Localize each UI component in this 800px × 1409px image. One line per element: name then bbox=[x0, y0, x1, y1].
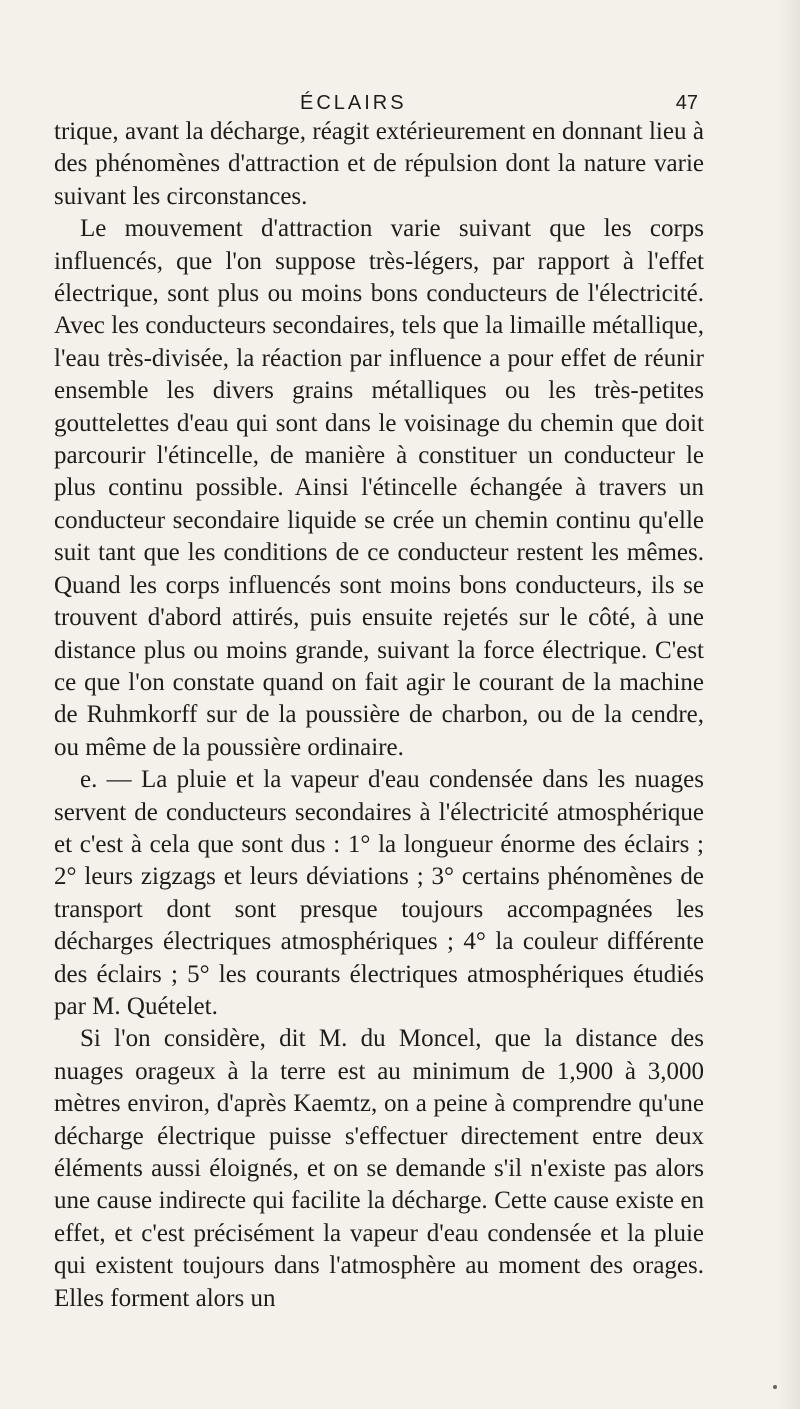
page-edge-shadow bbox=[778, 0, 800, 1409]
page-number: 47 bbox=[675, 92, 698, 114]
body-text bbox=[54, 116, 704, 1315]
paper-speck bbox=[773, 1385, 777, 1389]
paragraph-section-e: e. — La pluie et la vapeur d'eau condensée dans les nuages servent de conducteurs secondaires à l'électricité atmosphérique et c'est à cela que sont dus : 1° la longueur énorme des éclairs ; 2° leurs zigzags et leurs déviations ; 3° certains phénomènes de transport dont sont presque toujours accompagnées les décharges électriques atmosphériques ; 4° la couleur différente des éclairs ; 5° les courants électriques atmosphériques étudiés par M. Quételet. bbox=[54, 766, 704, 1020]
paragraph-continuation: trique, avant la décharge, réagit extérieurement en donnant lieu à des phénomènes d'attraction et de répulsion dont la nature varie suivant les circonstances. bbox=[54, 118, 704, 210]
paragraph-du-moncel: Si l'on considère, dit M. du Moncel, que la distance des nuages orageux à la terre est au minimum de 1,900 à 3,000 mètres environ, d'après Kaemtz, on a peine à comprendre qu'une décharge électrique puisse s'effectuer directement entre deux éléments aussi éloignés, et on se demande s'il n'existe pas alors une cause indirecte qui facilite la décharge. Cette cause existe en effet, et c'est précisément la vapeur d'eau condensée et la pluie qui existent toujours dans l'atmosphère au moment des orages. Elles forment alors un bbox=[54, 1025, 704, 1312]
paragraph-attraction: Le mouvement d'attraction varie suivant que les corps influencés, que l'on suppose très-légers, par rapport à l'effet électrique, sont plus ou moins bons conducteurs de l'électricité. Avec les conducteurs secondaires, tels que la limaille métallique, l'eau très-divisée, la réaction par influence a pour effet de réunir ensemble les divers grains métalliques ou les très-petites gouttelettes d'eau qui sont dans le voisinage du chemin que doit parcourir l'étincelle, de manière à constituer un conducteur le plus continu possible. Ainsi l'étincelle échangée à travers un conducteur secondaire liquide se crée un chemin continu qu'elle suit tant que les conditions de ce conducteur restent les mêmes. Quand les corps influencés sont moins bons conducteurs, ils se trouvent d'abord attirés, puis ensuite rejetés sur le côté, à une distance plus ou moins grande, suivant la force électrique. C'est ce que l'on constate quand on fait agir le courant de la machine de Ruhmkorff sur de la poussière de charbon, ou de la cendre, ou même de la poussière ordinaire. bbox=[54, 215, 704, 761]
chapter-title: ÉCLAIRS bbox=[300, 92, 407, 114]
